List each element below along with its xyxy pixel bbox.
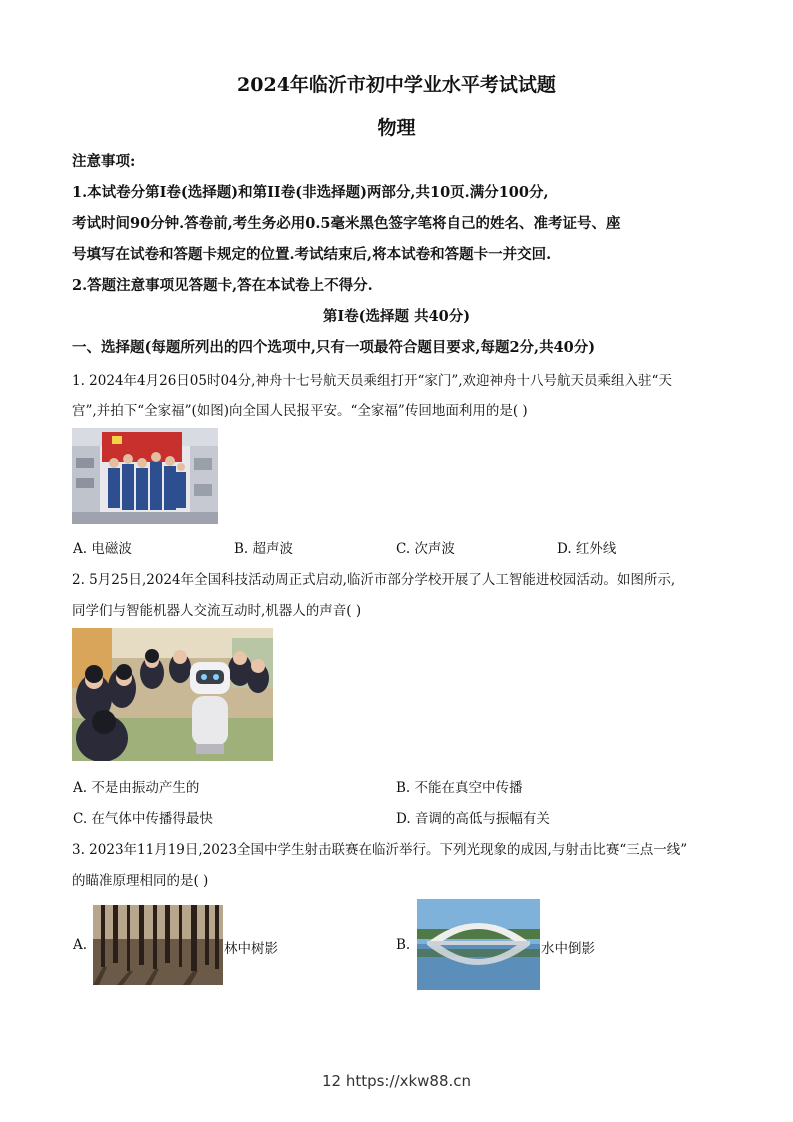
q3-forest-shadow-photo — [93, 905, 223, 985]
q1-option-a: A. 电磁波 — [73, 541, 132, 557]
q2-robot-photo — [72, 628, 273, 761]
q3-option-a-letter: A. — [73, 937, 88, 953]
subject-title: 物理 — [377, 117, 416, 139]
section-heading: 一、选择题(每题所列出的四个选项中,只有一项最符合题目要求,每题2分,共40分) — [72, 339, 596, 356]
q1-option-c: C. 次声波 — [396, 541, 455, 557]
note-1-line-2: 考试时间90分钟.答卷前,考生务必用0.5毫米黑色签字笔将自己的姓名、准考证号、座 — [72, 215, 621, 232]
q1-option-d: D. 红外线 — [557, 541, 617, 557]
q2-option-d: D. 音调的高低与振幅有关 — [396, 811, 550, 827]
note-2: 2.答题注意事项见答题卡,答在本试卷上不得分. — [72, 277, 373, 294]
q2-option-a: A. 不是由振动产生的 — [73, 780, 200, 796]
q3-water-reflection-photo — [417, 899, 540, 990]
q3-stem-line-2: 的瞄准原理相同的是( ) — [72, 873, 209, 889]
q3-stem-line-1: 3. 2023年11月19日,2023全国中学生射击联赛在临沂举行。下列光现象的成因,与射击比赛“三点一线” — [72, 842, 688, 858]
q2-stem-line-2: 同学们与智能机器人交流互动时,机器人的声音( ) — [72, 603, 362, 619]
q3-option-b-letter: B. — [396, 937, 411, 953]
note-1-line-3: 号填写在试卷和答题卡规定的位置.考试结束后,将本试卷和答题卡一并交回. — [72, 246, 552, 263]
part-title: 第I卷(选择题 共40分) — [322, 308, 471, 325]
q1-stem-line-1: 1. 2024年4月26日05时04分,神舟十七号航天员乘组打开“家门”,欢迎神舟十八号航天员乘组入驻“天 — [72, 373, 672, 389]
q3-option-a-caption: 林中树影 — [224, 941, 278, 957]
note-1-line-1: 1.本试卷分第I卷(选择题)和第II卷(非选择题)两部分,共10页.满分100分, — [72, 184, 549, 201]
q2-option-b: B. 不能在真空中传播 — [396, 780, 523, 796]
exam-title: 2024年临沂市初中学业水平考试试题 — [237, 74, 556, 96]
q2-stem-line-1: 2. 5月25日,2024年全国科技活动周正式启动,临沂市部分学校开展了人工智能进校园活动。如图所示, — [72, 572, 676, 588]
q1-astronaut-photo — [72, 428, 218, 524]
notes-heading: 注意事项: — [72, 153, 136, 170]
page-footer: 12 https://xkw88.cn — [321, 1072, 472, 1090]
q3-option-b-caption: 水中倒影 — [541, 941, 595, 957]
q2-option-c: C. 在气体中传播得最快 — [73, 811, 213, 827]
q1-stem-line-2: 宫”,并拍下“全家福”(如图)向全国人民报平安。“全家福”传回地面利用的是( ) — [72, 403, 528, 419]
q1-option-b: B. 超声波 — [234, 541, 294, 557]
